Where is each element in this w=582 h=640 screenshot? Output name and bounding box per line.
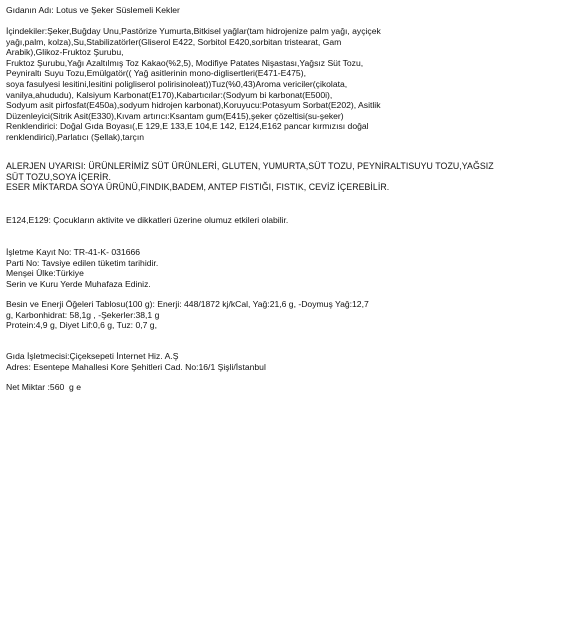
- net-amount: Net Miktar :560 g e: [6, 382, 81, 392]
- trace-allergen-line: ESER MİKTARDA SOYA ÜRÜNÜ,FINDIK,BADEM, ANTEP FISTIĞI, FISTIK, CEVİZ İÇEREBİLİR.: [6, 182, 390, 193]
- additive-warning-text: E124,E129: Çocukların aktivite ve dikkatleri üzerine olumuz etkileri olabilir.: [6, 215, 289, 225]
- ingredients-line: Fruktoz Şurubu,Yağı Azaltılmış Toz Kakao(%2,5), Modifiye Patates Nişastası,Yağsız Süt Tozu,: [6, 57, 364, 68]
- storage-instructions: Serin ve Kuru Yerde Muhafaza Ediniz.: [6, 278, 151, 289]
- ingredients-line: soya fasulyesi lesitini,lesitini poligliserol polirisinoleat))Tuz(%0,43)Aroma vericiler(çikolata,: [6, 78, 348, 89]
- food-operator-address: Adres: Esentepe Mahallesi Kore Şehitleri Cad. No:16/1 Şişli/İstanbul: [6, 361, 266, 372]
- business-info-section: [6, 247, 158, 289]
- ingredients-line: renklendirici),Parlatıcı (Şellak),tarçın: [6, 131, 145, 142]
- allergen-warning-line: SÜT TOZU,SOYA İÇERİR.: [6, 171, 112, 182]
- ingredients-line: Arabik),Glikoz-Fruktoz Şurubu,: [6, 47, 124, 58]
- ingredients-section: [6, 26, 381, 143]
- nutrition-facts-section: [6, 299, 369, 331]
- ingredients-line: Renklendirici: Doğal Gıda Boyası(,E 129,E 133,E 104,E 142, E124,E162 pancar kırmızısı doğal: [6, 121, 369, 132]
- country-of-origin: Menşei Ülke:Türkiye: [6, 268, 84, 279]
- batch-number: Parti No: Tavsiye edilen tüketim tarihidir.: [6, 257, 159, 268]
- ingredients-line: İçindekiler:Şeker,Buğday Unu,Pastörize Yumurta,Bitkisel yağlar(tam hidrojenize palm yağı, ayçiçek: [6, 26, 381, 36]
- additive-warning-section: [6, 215, 288, 226]
- allergen-warning-line: ALERJEN UYARISI: ÜRÜNLERİMİZ SÜT ÜRÜNLERİ, GLUTEN, YUMURTA,SÜT TOZU, PEYNİRALTISUYU TOZU,YAĞSIZ: [6, 161, 494, 171]
- product-title: Gıdanın Adı: Lotus ve Şeker Süslemeli Kekler: [6, 5, 180, 15]
- food-operator-name: Gıda İşletmecisi:Çiçeksepeti İnternet Hiz. A.Ş: [6, 351, 179, 361]
- nutrition-line: Protein:4,9 g, Diyet Lif:0,6 g, Tuz: 0,7 g,: [6, 320, 157, 331]
- ingredients-line: Peyniraltı Suyu Tozu,Emülgatör(( Yağ asitlerinin mono-diglisertleri(E471-E475),: [6, 68, 306, 79]
- nutrition-line: Besin ve Enerji Öğeleri Tablosu(100 g): Enerji: 448/1872 kj/kCal, Yağ:21,6 g, -Doymuş Yağ:12,7: [6, 299, 369, 309]
- ingredients-line: Düzenleyici(Sitrik Asit(E330),Kıvam artırıcı:Ksantam gum(E415),şeker çözeltisi(su-şeker): [6, 110, 344, 121]
- nutrition-line: g, Karbonhidrat: 58,1g , -Şekerler:38,1 g: [6, 309, 160, 320]
- food-operator-section: [6, 351, 266, 372]
- ingredients-line: vanilya,ahududu), Kalsiyum Karbonat(E170),Kabartıcılar:(Sodyum bi karbonat(E500i),: [6, 89, 333, 100]
- product-name-section: [6, 5, 180, 16]
- net-amount-section: [6, 382, 81, 393]
- ingredients-line: Sodyum asit pirfosfat(E450a),sodyum hidrojen karbonat),Koruyucu:Potasyum Sorbat(E202), Asitlik: [6, 100, 381, 111]
- business-registration-no: İşletme Kayıt No: TR-41-K- 031666: [6, 247, 141, 257]
- ingredients-line: yağı,palm, kolza),Su,Stabilizatörler(Gliserol E422, Sorbitol E420,sorbitan tristearat, Gam: [6, 36, 342, 47]
- allergen-warning-section: [6, 161, 494, 193]
